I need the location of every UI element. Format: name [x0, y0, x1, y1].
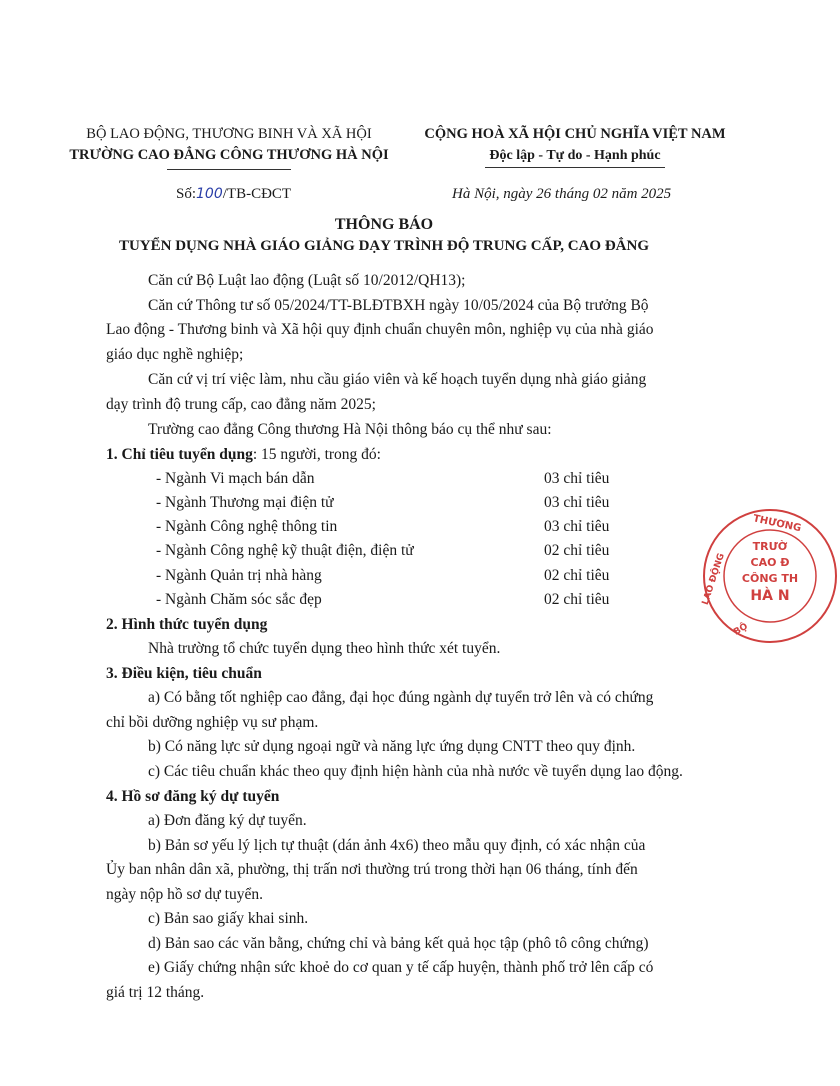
quota-name: - Ngành Vi mạch bán dẫn — [156, 470, 315, 487]
seal-ring-bottom: BỘ — [732, 621, 750, 638]
quota-count: 03 chỉ tiêu — [544, 494, 610, 511]
preamble-line: Căn cứ Thông tư số 05/2024/TT-BLĐTBXH ngày 10/05/2024 của Bộ trưởng Bộ — [148, 297, 649, 314]
section-2-heading: 2. Hình thức tuyển dụng — [106, 616, 268, 633]
official-seal-icon — [700, 506, 840, 646]
ministry-name: BỘ LAO ĐỘNG, THƯƠNG BINH VÀ XÃ HỘI — [86, 126, 372, 142]
handwritten-number: 100 — [196, 186, 223, 202]
seal-center-line: TRƯỜ — [752, 540, 788, 553]
section-4-line: giá trị 12 tháng. — [106, 984, 205, 1001]
section-2-text: Nhà trường tổ chức tuyển dụng theo hình thức xét tuyển. — [148, 640, 501, 657]
quota-name: - Ngành Công nghệ thông tin — [156, 518, 338, 535]
quota-count: 02 chỉ tiêu — [544, 542, 610, 559]
national-heading — [410, 124, 740, 168]
quota-count: 02 chỉ tiêu — [544, 591, 610, 608]
quota-count: 02 chỉ tiêu — [544, 567, 610, 584]
preamble-line: Lao động - Thương binh và Xã hội quy định chuẩn chuyên môn, nghiệp vụ của nhà giáo — [106, 321, 654, 338]
country-name: CỘNG HOÀ XÃ HỘI CHỦ NGHĨA VIỆT NAM — [424, 126, 726, 142]
section-3-line: a) Có bằng tốt nghiệp cao đẳng, đại học đúng ngành dự tuyển trở lên và có chứng — [148, 689, 654, 706]
section-3-line: b) Có năng lực sử dụng ngoại ngữ và năng lực ứng dụng CNTT theo quy định. — [148, 738, 636, 755]
seal-center-line: HÀ N — [750, 588, 790, 604]
quota-name: - Ngành Công nghệ kỹ thuật điện, điện tử — [156, 542, 414, 559]
issuer-underline — [167, 169, 291, 170]
national-motto: Độc lập - Tự do - Hạnh phúc — [489, 148, 661, 163]
section-4-line: c) Bản sao giấy khai sinh. — [148, 910, 309, 927]
section-3-line: chỉ bồi dưỡng nghiệp vụ sư phạm. — [106, 714, 319, 731]
quota-count: 03 chỉ tiêu — [544, 470, 610, 487]
section-3-line: c) Các tiêu chuẩn khác theo quy định hiện hành của nhà nước về tuyển dụng lao động. — [148, 763, 683, 780]
school-name: TRƯỜNG CAO ĐẲNG CÔNG THƯƠNG HÀ NỘI — [69, 147, 389, 163]
quota-name: - Ngành Thương mại điện tử — [156, 494, 334, 511]
preamble-line: dạy trình độ trung cấp, cao đẳng năm 2025; — [106, 396, 376, 413]
document-title: THÔNG BÁO — [334, 216, 434, 233]
document-subtitle: TUYỂN DỤNG NHÀ GIÁO GIẢNG DẠY TRÌNH ĐỘ TRUNG CẤP, CAO ĐẲNG — [118, 238, 650, 254]
section-4-heading: 4. Hồ sơ đăng ký dự tuyển — [106, 788, 280, 805]
document-number: Số:100/TB-CĐCT — [176, 186, 292, 202]
quota-count: 03 chỉ tiêu — [544, 518, 610, 535]
section-4-line: b) Bản sơ yếu lý lịch tự thuật (dán ảnh 4x6) theo mẫu quy định, có xác nhận của — [148, 837, 646, 854]
seal-center-line: CÔNG TH — [741, 572, 799, 585]
section-4-line: Ủy ban nhân dân xã, phường, thị trấn nơi thường trú trong thời hạn 06 tháng, tính đến — [106, 861, 638, 878]
preamble-line: Căn cứ vị trí việc làm, nhu cầu giáo viên và kế hoạch tuyển dụng nhà giáo giảng — [148, 371, 647, 388]
quota-name: - Ngành Chăm sóc sắc đẹp — [156, 591, 322, 608]
section-3-heading: 3. Điều kiện, tiêu chuẩn — [106, 665, 262, 682]
motto-underline — [485, 167, 665, 168]
quota-name: - Ngành Quản trị nhà hàng — [156, 567, 322, 584]
section-4-line: a) Đơn đăng ký dự tuyển. — [148, 812, 307, 829]
preamble-line: Căn cứ Bộ Luật lao động (Luật số 10/2012/QH13); — [148, 272, 466, 289]
issue-date: Hà Nội, ngày 26 tháng 02 năm 2025 — [452, 186, 672, 202]
section-4-line: d) Bản sao các văn bằng, chứng chỉ và bảng kết quả học tập (phô tô công chứng) — [148, 935, 649, 952]
section-4-line: ngày nộp hồ sơ dự tuyển. — [106, 886, 263, 903]
section-4-line: e) Giấy chứng nhận sức khoẻ do cơ quan y tế cấp huyện, thành phố trở lên cấp có — [148, 959, 654, 976]
section-1-heading: 1. Chỉ tiêu tuyển dụng: 15 người, trong đó: — [106, 446, 381, 463]
issuer-block — [68, 124, 390, 170]
seal-ring-top: THƯƠNG — [751, 513, 803, 535]
seal-ring-left: LAO ĐỘNG — [700, 552, 727, 607]
preamble-line: Trường cao đẳng Công thương Hà Nội thông báo cụ thể như sau: — [148, 421, 552, 438]
preamble-line: giáo dục nghề nghiệp; — [106, 346, 244, 363]
seal-center-line: CAO Đ — [750, 556, 790, 569]
